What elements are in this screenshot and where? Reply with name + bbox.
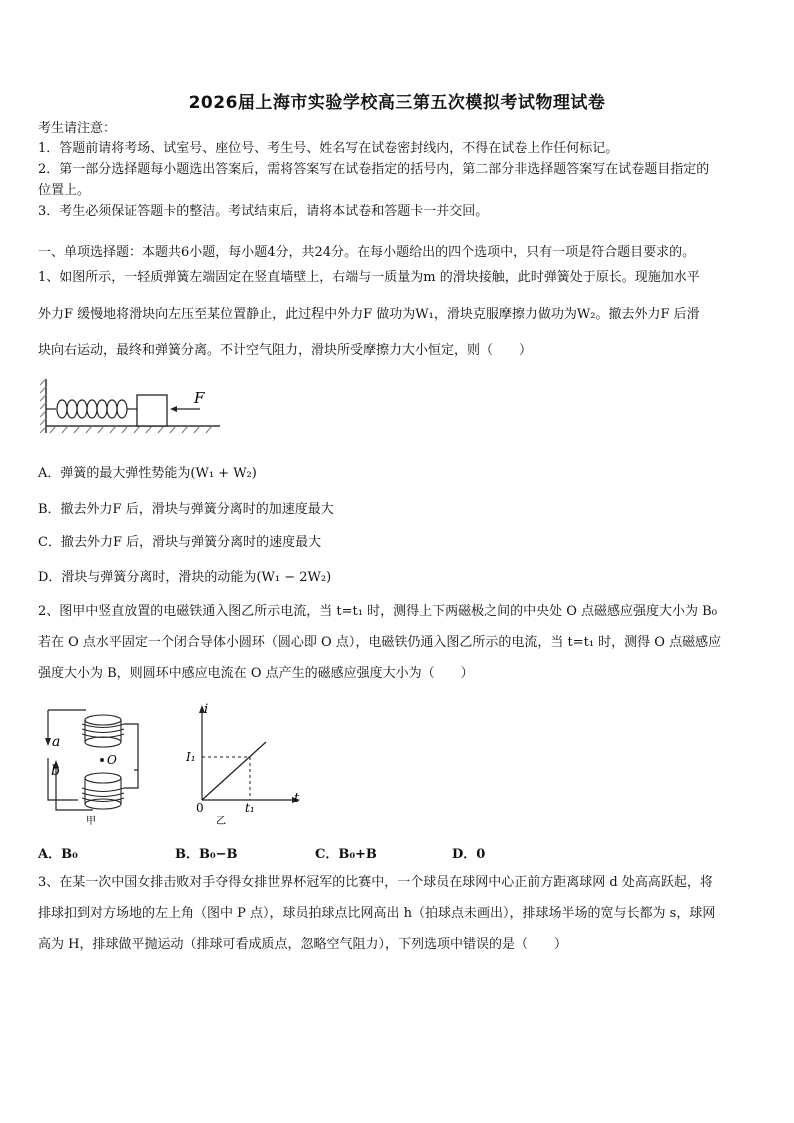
q2-current-graph xyxy=(180,700,310,830)
q1-stem-line: 外力F 缓慢地将滑块向左压至某位置静止，此过程中外力F 做功为W₁，滑块克服摩擦力做功为W₂。撤去外力F 后滑 xyxy=(38,307,700,322)
q2-option-a: A．B₀ xyxy=(38,847,78,862)
q1-stem-line: 块向右运动，最终和弹簧分离。不计空气阻力，滑块所受摩擦力大小恒定，则（ ） xyxy=(38,343,533,358)
q1-option-b: B．撤去外力F 后，滑块与弹簧分离时的加速度最大 xyxy=(38,502,334,517)
force-label: F xyxy=(194,389,205,407)
q2-stem-line: 2、图甲中竖直放置的电磁铁通入图乙所示电流，当 t=t₁ 时，测得上下两磁极之间的中央处 O 点磁感应强度大小为 B₀ xyxy=(38,604,717,619)
notice-item: 3．考生必须保证答题卡的整洁。考试结束后，请将本试卷和答题卡一并交回。 xyxy=(38,204,489,219)
notice-item: 位置上。 xyxy=(38,183,91,198)
point-o-label: O xyxy=(107,753,117,767)
q1-option-a: A．弹簧的最大弹性势能为(W₁ + W₂) xyxy=(38,466,257,481)
q1-option-d: D．滑块与弹簧分离时，滑块的动能为(W₁ − 2W₂) xyxy=(38,570,332,585)
q2-option-b: B．B₀−B xyxy=(175,847,238,862)
x-axis-label: t xyxy=(294,791,300,806)
page-title: 2026届上海市实验学校高三第五次模拟考试物理试卷 xyxy=(188,93,606,113)
fig-yi-caption: 乙 xyxy=(216,816,226,827)
q1-option-c: C．撤去外力F 后，滑块与弹簧分离时的速度最大 xyxy=(38,535,322,550)
q1-stem-line: 1、如图所示，一轻质弹簧左端固定在竖直墙壁上，右端与一质量为m 的滑块接触，此时弹簧处于原长。现施加水平 xyxy=(38,270,700,285)
q2-electromagnet-figure xyxy=(38,700,168,830)
wire-a-label: a xyxy=(52,734,61,750)
q3-stem-line: 高为 H，排球做平抛运动（排球可看成质点，忽略空气阻力），下列选项中错误的是（ ） xyxy=(38,937,567,952)
i1-label: I₁ xyxy=(186,750,196,764)
section-heading: 一、单项选择题：本题共6小题，每小题4分，共24分。在每小题给出的四个选项中，只有一项是符合题目要求的。 xyxy=(38,245,696,260)
notice-heading: 考生请注意： xyxy=(38,121,117,136)
q2-option-d: D．0 xyxy=(452,847,486,862)
notice-item: 2．第一部分选择题每小题选出答案后，需将答案写在试卷指定的括号内，第二部分非选择题答案写在试卷题目指定的 xyxy=(38,162,710,177)
fig-jia-caption: 甲 xyxy=(86,816,96,827)
q1-spring-figure xyxy=(40,375,220,437)
q3-stem-line: 3、在某一次中国女排击败对手夺得女排世界杯冠军的比赛中，一个球员在球网中心正前方距离球网 d 处高高跃起，将 xyxy=(38,875,713,890)
y-axis-label: i xyxy=(204,702,209,717)
notice-item: 1．答题前请将考场、试室号、座位号、考生号、姓名写在试卷密封线内，不得在试卷上作任何标记。 xyxy=(38,141,619,156)
wire-b-label: b xyxy=(51,763,60,779)
t1-label: t₁ xyxy=(245,801,255,815)
q2-option-c: C．B₀+B xyxy=(315,847,377,862)
origin-label: 0 xyxy=(196,801,204,815)
q2-stem-line: 强度大小为 B，则圆环中感应电流在 O 点产生的磁感应强度大小为（ ） xyxy=(38,666,474,681)
q3-stem-line: 排球扣到对方场地的左上角（图中 P 点），球员拍球点比网高出 h（拍球点未画出），排球场半场的宽与长都为 s，球网 xyxy=(38,906,716,921)
q2-stem-line: 若在 O 点水平固定一个闭合导体小圆环（圆心即 O 点），电磁铁仍通入图乙所示的电流，当 t=t₁ 时，测得 O 点磁感应 xyxy=(38,635,722,650)
